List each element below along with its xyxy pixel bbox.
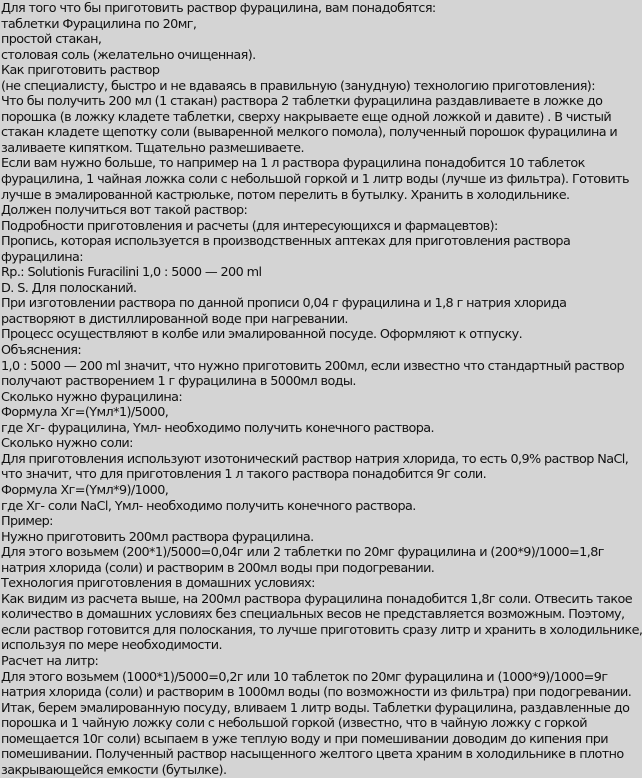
paragraph-line: Для этого возьмем (1000*1)/5000=0,2г или 10 таблеток по 20мг фурацилина и (1000*9)/1000=9г [1, 669, 608, 685]
section-heading-explanations: Объяснения: [1, 343, 82, 359]
section-heading-example: Пример: [1, 514, 53, 530]
formula-line: Формула Xг=(Yмл*9)/1000, [1, 482, 169, 498]
paragraph-line: натрия хлорида (соли) и растворим в 200мл воды при подогревании. [1, 560, 435, 576]
paragraph-line: количество в домашних условиях без специальных весов не представляется возможным. Поэтому, [1, 607, 625, 623]
paragraph-line: лучше в эмалированной кастрюльке, потом перелить в бутылку. Хранить в холодильнике. [1, 187, 570, 203]
paragraph-line: Для приготовления используют изотонический раствор натрия хлорида, то есть 0,9% раствор NaCl, [1, 451, 629, 467]
prescription-line: D. S. Для полосканий. [1, 280, 137, 296]
section-heading-per-liter: Расчет на литр: [1, 653, 99, 669]
paragraph-line: помещается 10г соли) всыпаем в уже теплую воду и при помешивании доводим до кипения при [1, 731, 609, 747]
paragraph-line: порошка и 1 чайную ложку соли с небольшой горкой (известно, что в чайную ложку с горкой [1, 716, 587, 732]
paragraph-line: 1,0 : 5000 — 200 ml значит, что нужно приготовить 200мл, если известно что стандартный раствор [1, 358, 625, 374]
paragraph-line: помешивании. Полученный раствор насыщенного желтого цвета храним в холодильнике в плотно [1, 747, 624, 763]
paragraph-line: используя по мере необходимости. [1, 638, 222, 654]
intro-text-line: Для того что бы приготовить раствор фурацилина, вам понадобятся: [1, 1, 436, 16]
paragraph-line: если раствор готовится для полоскания, то лучше приготовить сразу литр и хранить в холодильнике, [1, 622, 642, 638]
paragraph-line: растворяют в дистиллированной воде при нагревании. [1, 311, 348, 327]
paragraph-line: Что бы получить 200 мл (1 стакан) раствора 2 таблетки фурацилина раздавливаете в ложке до [1, 94, 603, 110]
ingredient-glass: простой стакан, [1, 32, 102, 48]
paragraph-line: где Xг- фурацилина, Yмл- необходимо получить конечного раствора. [1, 420, 434, 436]
section-heading-how-to: Как приготовить раствор [1, 63, 160, 79]
paragraph-line: Должен получиться вот такой раствор: [1, 203, 248, 219]
paragraph-line: Для этого возьмем (200*1)/5000=0,04г или 2 таблетки по 20мг фурацилина и (200*9)/1000=1,8г [1, 545, 604, 561]
paragraph-line: Если вам нужно больше, то например на 1 л раствора фурацилина понадобится 10 таблеток [1, 156, 585, 172]
paragraph-line: заливаете кипятком. Тщательно размешиваете. [1, 140, 304, 156]
prescription-line: Rp.: Solutionis Furacilini 1,0 : 5000 — 200 ml [1, 265, 262, 281]
paragraph-line: фурацилина: [1, 249, 83, 265]
paragraph-line: Итак, берем эмалированную посуду, вливаем 1 литр воды. Таблетки фурацилина, раздавленные до [1, 700, 630, 716]
paragraph-line: закрывающейся емкости (бутылке). [1, 762, 227, 778]
paragraph-line: При изготовлении раствора по данной прописи 0,04 г фурацилина и 1,8 г натрия хлорида [1, 296, 567, 312]
section-heading-details: Подробности приготовления и расчеты (для интересующихся и фармацевтов): [1, 218, 498, 234]
section-subheading: (не специалисту, быстро и не вдаваясь в правильную (занудную) технологию приготовления): [1, 78, 595, 94]
paragraph-line: фурацилина, 1 чайная ложка соли с небольшой горкой и 1 литр воды (лучше из фильтра). Готовить [1, 172, 629, 188]
paragraph-line: стакан кладете щепотку соли (вываренной мелкого помола), полученный порошок фурацилина и [1, 125, 618, 141]
paragraph-line: Процесс осуществляют в колбе или эмалированной посуде. Оформляют к отпуску. [1, 327, 523, 343]
section-heading-salt-amount: Сколько нужно соли: [1, 436, 133, 452]
paragraph-line: Как видим из расчета выше, на 200мл раствора фурацилина понадобится 1,8г соли. Отвесить такое [1, 591, 633, 607]
ingredient-salt: столовая соль (желательно очищенная). [1, 47, 256, 63]
paragraph-line: порошка (в ложку кладете таблетки, сверху накрываете еще одной ложкой и давите) . В чистый [1, 109, 612, 125]
paragraph-line: Нужно приготовить 200мл раствора фурацилина. [1, 529, 314, 545]
paragraph-line: Пропись, которая используется в производственных аптеках для приготовления раствора [1, 234, 571, 250]
paragraph-line: получают растворением 1 г фурацилина в 5000мл воды. [1, 374, 356, 390]
paragraph-line: что значит, что для приготовления 1 л такого раствора понадобится 9г соли. [1, 467, 487, 483]
section-heading-home-technology: Технология приготовления в домашних условиях: [1, 576, 315, 592]
ingredient-tablets: таблетки Фурацилина по 20мг, [1, 16, 197, 32]
paragraph-line: натрия хлорида (соли) и растворим в 1000мл воды (по возможности из фильтра) при подогревании. [1, 685, 632, 701]
section-heading-furacilin-amount: Сколько нужно фурацилина: [1, 389, 183, 405]
paragraph-line: где Xг- соли NaCl, Yмл- необходимо получить конечного раствора. [1, 498, 416, 514]
formula-line: Формула Xг=(Yмл*1)/5000, [1, 405, 169, 421]
